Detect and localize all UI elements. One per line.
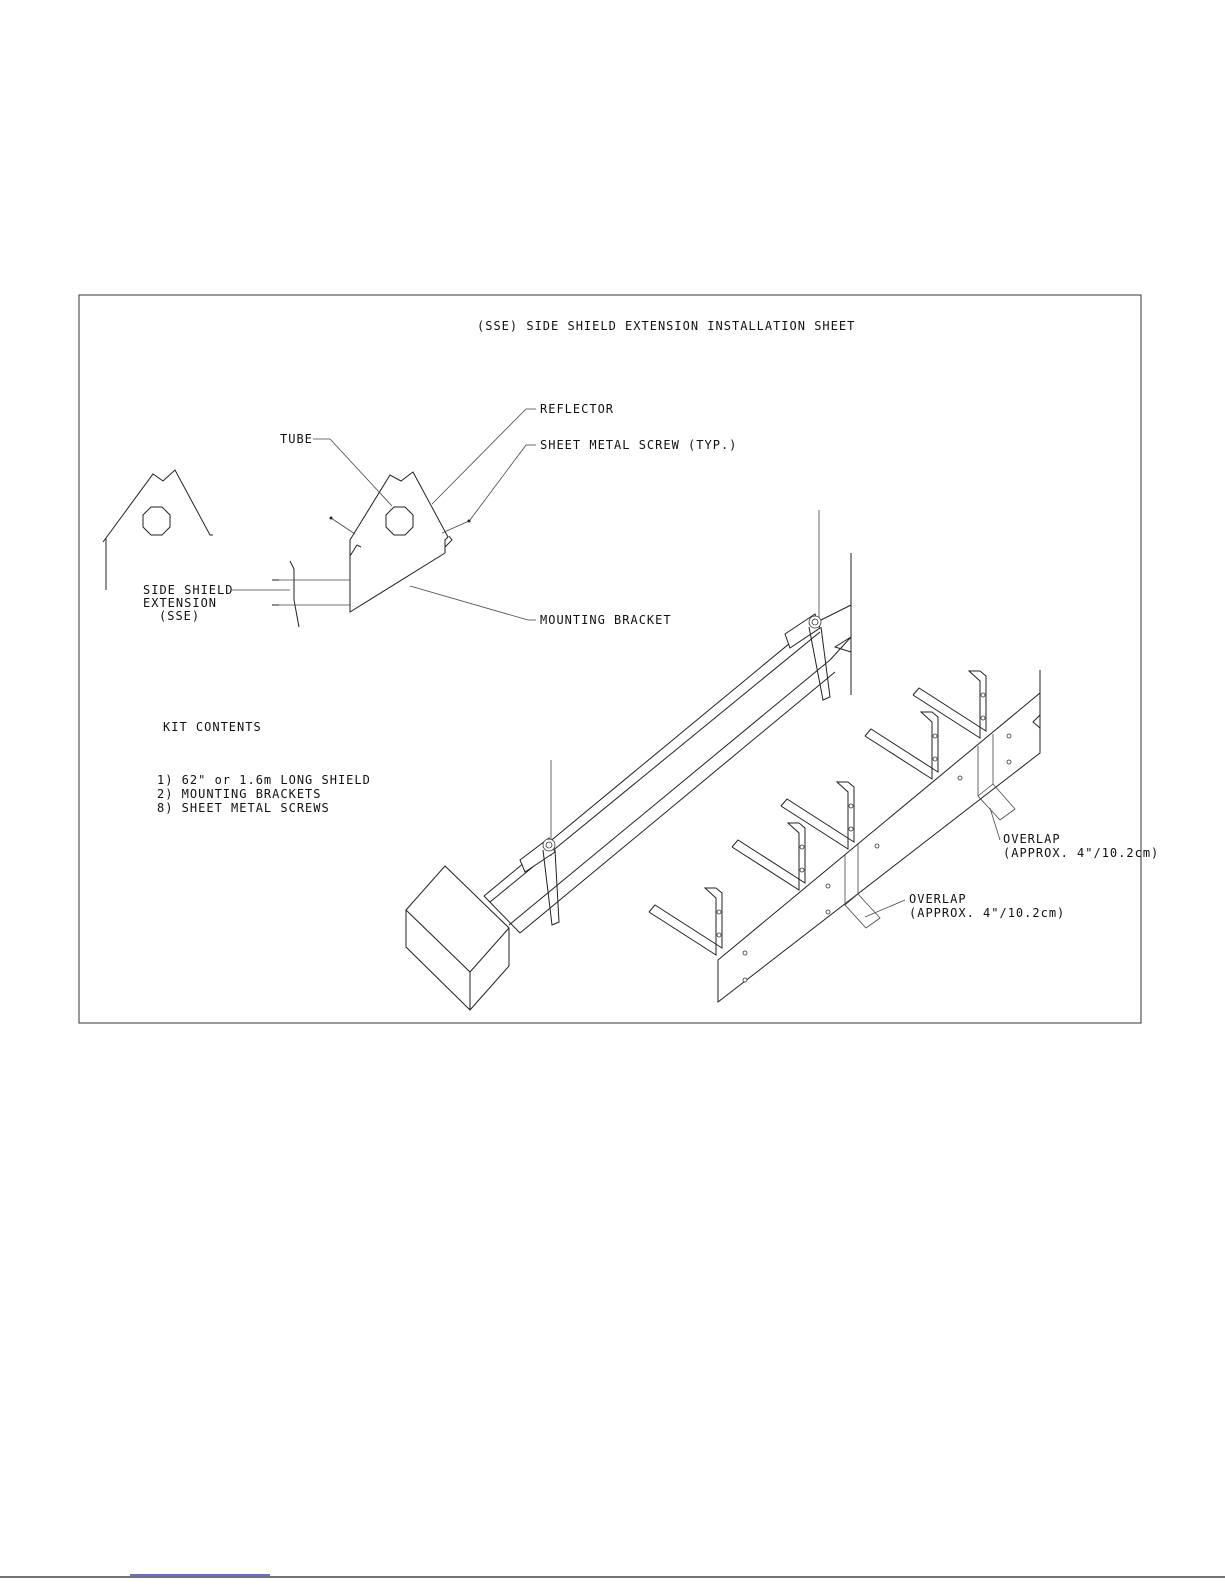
bracket bbox=[732, 823, 805, 890]
kit-contents bbox=[157, 720, 371, 815]
kit-item: 8) SHEET METAL SCREWS bbox=[157, 801, 330, 815]
label-overlap-1-line2: (APPROX. 4"/10.2cm) bbox=[1003, 846, 1160, 860]
kit-item: 1) 62" or 1.6m LONG SHIELD bbox=[157, 773, 371, 787]
tube-octagon bbox=[386, 507, 413, 535]
kit-heading: KIT CONTENTS bbox=[163, 720, 262, 734]
bracket bbox=[649, 888, 722, 955]
label-side-shield-line3: (SSE) bbox=[159, 609, 201, 623]
exploded-side-shield bbox=[649, 670, 1040, 1002]
label-side-shield-line1: SIDE SHIELD bbox=[143, 583, 234, 597]
bracket bbox=[865, 712, 938, 779]
sse-cross-section bbox=[103, 470, 213, 590]
label-tube: TUBE bbox=[280, 432, 313, 446]
label-overlap-2-line2: (APPROX. 4"/10.2cm) bbox=[909, 906, 1066, 920]
bracket bbox=[913, 671, 986, 738]
label-overlap-2-line1: OVERLAP bbox=[909, 892, 967, 906]
kit-item: 2) MOUNTING BRACKETS bbox=[157, 787, 322, 801]
tube-octagon-left bbox=[143, 507, 170, 535]
bracket bbox=[781, 782, 854, 849]
label-side-shield-line2: EXTENSION bbox=[143, 596, 218, 610]
sheet-title: (SSE) SIDE SHIELD EXTENSION INSTALLATION SHEET bbox=[477, 319, 856, 333]
label-reflector: REFLECTOR bbox=[540, 402, 615, 416]
label-mounting-bracket: MOUNTING BRACKET bbox=[540, 613, 672, 627]
label-sheet-metal-screw: SHEET METAL SCREW (TYP.) bbox=[540, 438, 738, 452]
callouts bbox=[143, 402, 737, 627]
label-overlap-1-line1: OVERLAP bbox=[1003, 832, 1061, 846]
